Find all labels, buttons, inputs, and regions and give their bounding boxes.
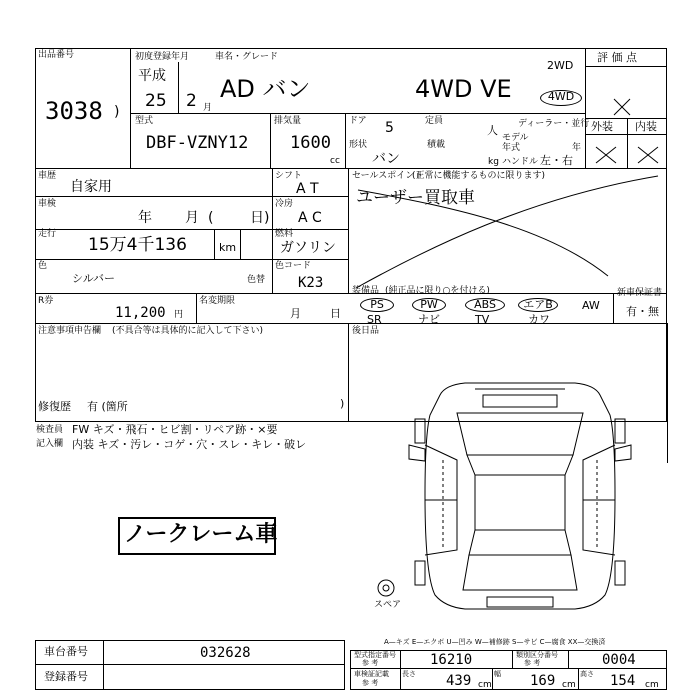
exterior-x-mark [594,145,618,165]
recycle-label: R券 [38,296,54,306]
equip-sr: SR [367,313,382,326]
equip-label: 装備品 [352,286,380,296]
equip-tv: TV [475,313,490,326]
checker-label-2: 記入欄 [36,439,64,449]
registration-label: 登録番号 [44,670,88,683]
first-reg-era: 平成 [138,68,166,84]
checker-line-1: FW キズ・飛石・ヒビ割・リペア跡・×要 [72,423,278,436]
dims-ref: 参 考 [362,679,379,687]
height-value: 154 [610,673,636,689]
class-code-value: 0004 [602,652,636,668]
notes-label: 注意事項申告欄 [38,326,102,336]
ac-label: 冷房 [275,199,294,209]
equip-pw: PW [412,298,446,312]
first-reg-label: 初度登録年月 [135,52,190,62]
shift-label: シフト [275,171,303,181]
eval-x-mark [612,97,632,117]
load-label: 積載 [427,140,446,150]
car-damage-diagram [395,375,645,615]
displacement-unit: cc [330,156,340,166]
notes-note: (不具合等は具体的に記入して下さい) [112,326,264,336]
type-code-label: 型式指定番号 [354,651,396,659]
checker-line-2: 内装 キズ・汚レ・コゲ・穴・スレ・キレ・破レ [72,438,307,451]
inspection-day: 日) [250,210,270,226]
repair-value: 有 (箇所 [87,400,128,413]
warranty-label: 新車保証書 [617,288,663,298]
eval-label: 評 価 点 [597,51,637,64]
equip-ps: PS [360,298,394,312]
equip-airbag: エアB [518,298,558,312]
sales-note: (正常に機能するものに限ります) [412,171,546,181]
equip-navi: ナビ [418,313,440,326]
checker-label-1: 検査員 [36,425,64,435]
recycle-value: 11,200 [115,305,166,321]
handle-value: 左・右 [540,154,573,167]
mileage-unit: km [219,241,237,254]
length-value: 439 [446,673,472,689]
handle-label: ハンドル [502,157,539,167]
model-label: 型式 [135,116,154,126]
inspection-label: 車検 [38,199,57,209]
chassis-value: 032628 [200,645,251,661]
doors-label: ドア [349,116,367,126]
warranty-value: 有・無 [626,305,659,318]
fuel-value: ガソリン [280,240,336,256]
capacity-unit: 人 [487,124,498,137]
fuel-label: 燃料 [275,229,294,239]
interior-label: 内装 [635,120,657,133]
exterior-label: 外装 [591,120,613,133]
cert-month: 月 [290,307,301,320]
load-unit: kg [488,157,499,167]
equip-note: (純正品に限り○を付ける) [385,286,490,296]
sales-value: ユーザー買取車 [356,188,475,208]
lot-paren: ) [114,104,120,120]
capacity-label: 定員 [425,116,444,126]
first-reg-year: 25 [145,91,167,111]
chassis-label: 車台番号 [44,645,88,658]
color-code-label: 色コード [275,261,312,271]
first-reg-month: 2 [186,91,197,111]
inspection-open: ( [208,210,214,226]
history-value: 自家用 [70,179,112,195]
model-year-label: モデル 年式 [502,133,529,153]
car-grade: 4WD VE [415,75,512,103]
cert-label: 名変期限 [199,296,236,306]
interior-x-mark [636,145,660,165]
height-unit: cm [645,680,659,690]
height-label: 高さ [580,670,594,678]
ac-value: A C [298,210,322,226]
sales-label: セールスポイント [352,171,424,181]
length-unit: cm [478,680,492,690]
mileage-value: 15万4千136 [88,235,187,255]
shift-value: A T [296,181,319,197]
car-name: AD バン [220,75,311,103]
shape-label: 形状 [349,140,368,150]
aftermarket-label: 後日品 [352,326,380,336]
first-reg-month-unit: 月 [203,103,213,113]
cert-day: 日 [330,307,341,320]
inspection-year: 年 [138,210,152,226]
model-year-unit: 年 [572,143,582,153]
spare-tire-icon [376,578,396,598]
width-unit: cm [562,680,576,690]
doors-value: 5 [385,120,394,136]
damage-legend: A—キズ E—エクボ U—凹み W—補修跡 S—サビ C—腐食 XX—交換済 [384,638,606,646]
type-code-value: 16210 [430,652,473,668]
equip-abs: ABS [465,298,505,312]
no-claim-stamp-text: ノークレーム車 [124,522,278,547]
color-value: シルバー [72,272,115,285]
width-label: 幅 [494,670,501,678]
lot-label: 出品番号 [38,50,75,60]
dealer-label: ディーラー・並行 [518,119,590,129]
displacement-value: 1600 [290,133,331,153]
lot-number: 3038 [45,97,103,125]
color-code-value: K23 [298,275,324,291]
mileage-label: 走行 [38,229,57,239]
car-name-label: 車名・グレード [215,52,279,62]
class-code-label: 類別区分番号 [516,651,558,659]
spare-label: スペア [374,600,402,610]
inspection-month: 月 [185,210,199,226]
dims-label: 車検証記載 [354,670,389,678]
sales-strike [348,168,667,293]
shape-value: バン [372,151,400,167]
type-code-ref: 参 考 [362,659,379,667]
color-change-label: 色替 [247,275,266,285]
class-code-ref: 参 考 [524,659,541,667]
history-label: 車歴 [38,171,57,181]
equip-aw: AW [582,299,600,312]
repair-label: 修復歴 [38,400,71,413]
model-value: DBF-VZNY12 [146,133,249,153]
color-label: 色 [38,261,48,271]
length-label: 長さ [402,670,416,678]
repair-close: ) [340,397,345,410]
drive-2wd: 2WD [547,59,574,72]
width-value: 169 [530,673,556,689]
drive-4wd-circled: 4WD [540,90,582,106]
displacement-label: 排気量 [274,116,302,126]
recycle-unit: 円 [174,310,184,320]
equip-leather: カワ [528,313,550,326]
